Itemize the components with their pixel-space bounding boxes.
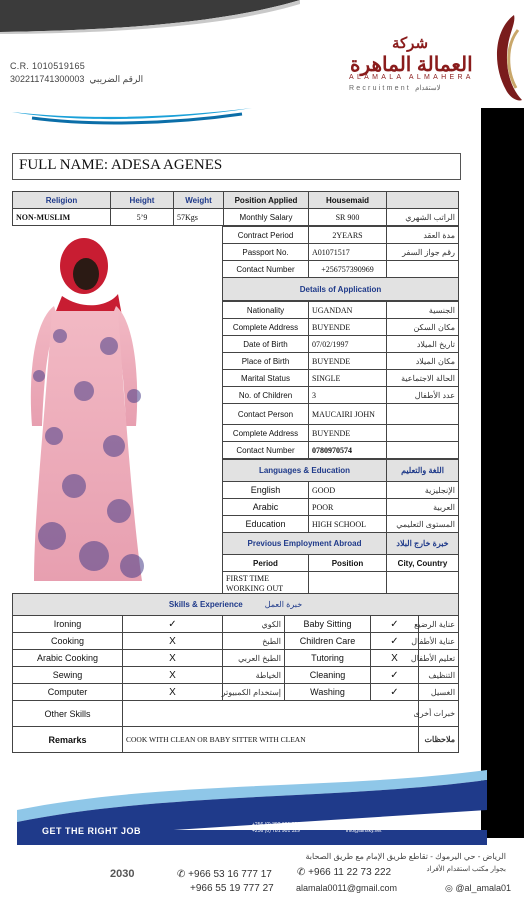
detail-label-ar: الجنسية	[387, 302, 459, 319]
footer-small-email: info@afrisky.net	[346, 828, 382, 834]
arabic-label: Arabic	[223, 499, 309, 516]
skill-label-ar: تعليم الأطفال	[419, 650, 459, 667]
footer-phone-3-text: +966 11 22 73 222	[308, 867, 392, 878]
blue-swoosh-decoration	[12, 108, 252, 126]
detail-label: Complete Address	[223, 319, 309, 336]
candidate-photo	[14, 226, 222, 591]
footer-social-handle[interactable]: @al_amala01	[455, 883, 512, 893]
employment-position-header: Position	[309, 555, 387, 572]
skill-label: Computer	[13, 684, 123, 701]
footer-address-ar: الرياض - حي اليرموك - تقاطع طريق الإمام مع طريق الصحابة	[305, 852, 506, 861]
other-skills-value	[123, 701, 419, 727]
footer-phones-small	[252, 822, 300, 834]
other-skills-row	[13, 701, 459, 727]
city-country-value	[387, 572, 459, 596]
skill-mark: ✓	[123, 616, 223, 633]
skill-label-ar: عناية الرضيع	[419, 616, 459, 633]
summary-table	[12, 191, 459, 226]
company-english-name: ALAMALA ALMAHERA	[349, 74, 474, 81]
contract-period-label: Contract Period	[223, 227, 309, 244]
detail-label: Nationality	[223, 302, 309, 319]
skill-label: Arabic Cooking	[13, 650, 123, 667]
skill-row	[13, 667, 459, 684]
detail-value: MAUCAIRI JOHN	[309, 404, 387, 425]
weight-value: 57Kgs	[174, 209, 224, 226]
detail-label: Place of Birth	[223, 353, 309, 370]
skill-label-ar: عناية الأطفال	[419, 633, 459, 650]
skill-label: Ironing	[13, 616, 123, 633]
skills-table	[12, 593, 459, 753]
skill-mark: ✓	[371, 616, 419, 633]
education-value: HIGH SCHOOL	[309, 516, 387, 533]
employment-title-ar: خبرة خارج البلاد	[387, 533, 459, 555]
vision-2030-logo: 2030	[110, 868, 135, 880]
detail-label-ar	[387, 425, 459, 442]
skills-title-ar: خبرة العمل	[264, 600, 303, 609]
detail-label-ar: الحالة الاجتماعية	[387, 370, 459, 387]
remarks-row	[13, 727, 459, 753]
footer-address-ar-2: بجوار مكتب استقدام الأفراد	[426, 866, 506, 873]
header-decoration	[0, 0, 300, 34]
salary-label-ar: الراتب الشهري	[387, 209, 459, 226]
salary-value: SR 900	[309, 209, 387, 226]
detail-label-ar	[387, 442, 459, 459]
city-country-header: City, Country	[387, 555, 459, 572]
skill-mark: ✓	[371, 667, 419, 684]
position-value: Housemaid	[309, 192, 387, 209]
arabic-value: POOR	[309, 499, 387, 516]
english-value: GOOD	[309, 482, 387, 499]
detail-value: BUYENDE	[309, 425, 387, 442]
footer-phone-3	[297, 867, 391, 878]
detail-label-ar: مكان السكن	[387, 319, 459, 336]
details-table	[222, 301, 459, 459]
skill-label-ar: التنظيف	[419, 667, 459, 684]
detail-row	[223, 442, 459, 459]
height-header: Height	[111, 192, 174, 209]
detail-row	[223, 425, 459, 442]
whatsapp-icon: ✆	[177, 869, 189, 880]
skill-label-ar: الطبخ العربي	[223, 650, 285, 667]
footer-small-address: Plot 521, Wataate Road, Kisaasi, Kyanja	[346, 822, 436, 828]
skill-label: Children Care	[285, 633, 371, 650]
detail-value: BUYENDE	[309, 319, 387, 336]
detail-label: Date of Birth	[223, 336, 309, 353]
detail-row	[223, 370, 459, 387]
employment-position-value	[309, 572, 387, 596]
skill-label-ar: إستخدام الكمبيوتر	[223, 684, 285, 701]
skill-label-ar: الغسيل	[419, 684, 459, 701]
skill-mark: X	[123, 684, 223, 701]
detail-row	[223, 302, 459, 319]
social-icon: ◎	[445, 883, 456, 893]
religion-header: Religion	[13, 192, 111, 209]
skill-mark: ✓	[371, 684, 419, 701]
contract-period-ar: مدة العقد	[387, 227, 459, 244]
skills-title	[13, 594, 459, 616]
skill-row	[13, 650, 459, 667]
english-label: English	[223, 482, 309, 499]
salary-label: Monthly Salary	[224, 209, 309, 226]
detail-label: No. of Children	[223, 387, 309, 404]
skill-row	[13, 616, 459, 633]
detail-value: UGANDAN	[309, 302, 387, 319]
full-name-box: FULL NAME: ADESA AGENES	[12, 153, 461, 180]
contact-number-label: Contact Number	[223, 261, 309, 278]
footer-address-small	[346, 822, 436, 834]
detail-value: 0780970574	[309, 442, 387, 459]
period-value: FIRST TIME WORKING OUT	[223, 572, 309, 596]
detail-row	[223, 353, 459, 370]
languages-title: Languages & Education	[223, 460, 387, 482]
weight-header: Weight	[174, 192, 224, 209]
company-tagline: Recruitment لاستقدام	[349, 85, 441, 92]
skill-label: Tutoring	[285, 650, 371, 667]
skills-title-en: Skills & Experience	[168, 600, 243, 609]
skill-mark: ✓	[371, 633, 419, 650]
languages-title-ar: اللغة والتعليم	[387, 460, 459, 482]
blank-cell	[387, 192, 459, 209]
detail-value: BUYENDE	[309, 353, 387, 370]
company-arabic-name: العمالة الماهرة	[350, 54, 473, 76]
tax-number-value: 302211741300003	[10, 74, 85, 84]
skill-mark: X	[371, 650, 419, 667]
details-title: Details of Application	[223, 278, 459, 301]
company-logo	[484, 10, 524, 105]
contract-table	[222, 226, 459, 301]
skill-row	[13, 633, 459, 650]
detail-row	[223, 387, 459, 404]
detail-value: SINGLE	[309, 370, 387, 387]
contact-number-ar	[387, 261, 459, 278]
religion-value: NON-MUSLIM	[13, 209, 111, 226]
footer-phone-1-text: +966 53 16 777 17	[188, 869, 272, 880]
skill-label-ar: الخياطة	[223, 667, 285, 684]
skill-label: Sewing	[13, 667, 123, 684]
education-ar: المستوى التعليمي	[387, 516, 459, 533]
footer-phone-2: +966 55 19 777 27	[190, 883, 274, 894]
period-header: Period	[223, 555, 309, 572]
footer-slogan: GET THE RIGHT JOB	[42, 826, 142, 836]
detail-label-ar	[387, 404, 459, 425]
scan-edge-bar	[481, 108, 524, 838]
skill-label-ar: الطبخ	[223, 633, 285, 650]
detail-label: Contact Number	[223, 442, 309, 459]
detail-row	[223, 319, 459, 336]
company-arabic-prefix: شركة	[392, 35, 429, 52]
phone-icon: ✆	[297, 867, 309, 878]
height-value: 5’9	[111, 209, 174, 226]
education-label: Education	[223, 516, 309, 533]
skill-label: Baby Sitting	[285, 616, 371, 633]
remarks-ar: ملاحظات	[419, 727, 459, 753]
remarks-label: Remarks	[13, 727, 123, 753]
detail-row	[223, 404, 459, 425]
footer-social[interactable]	[445, 883, 511, 894]
detail-label-ar: تاريخ الميلاد	[387, 336, 459, 353]
footer-email-text[interactable]: alamala0011@gmail.com	[296, 883, 398, 893]
skill-label-ar: الكوي	[223, 616, 285, 633]
tax-number	[10, 74, 143, 85]
detail-row	[223, 336, 459, 353]
detail-label: Contact Person	[223, 404, 309, 425]
detail-label-ar: مكان الميلاد	[387, 353, 459, 370]
footer-small-phone-1: +256 (0) 392 001 959	[252, 822, 300, 828]
tax-label: الرقم الضريبي	[89, 74, 144, 84]
passport-label: Passport No.	[223, 244, 309, 261]
skill-mark: X	[123, 650, 223, 667]
footer-phone-1	[177, 869, 272, 880]
skill-mark: X	[123, 667, 223, 684]
arabic-ar: العربية	[387, 499, 459, 516]
skill-mark: X	[123, 633, 223, 650]
english-ar: الإنجليزية	[387, 482, 459, 499]
languages-table	[222, 459, 459, 596]
skill-label: Cooking	[13, 633, 123, 650]
contact-number-value: +256757390969	[309, 261, 387, 278]
detail-label: Marital Status	[223, 370, 309, 387]
detail-value: 3	[309, 387, 387, 404]
position-header: Position Applied	[224, 192, 309, 209]
other-skills-label: Other Skills	[13, 701, 123, 727]
detail-value: 07/02/1997	[309, 336, 387, 353]
detail-label-ar: عدد الأطفال	[387, 387, 459, 404]
footer-email[interactable]	[296, 883, 397, 893]
detail-label: Complete Address	[223, 425, 309, 442]
remarks-value: COOK WITH CLEAN OR BABY SITTER WITH CLEAN	[123, 727, 419, 753]
footer-small-phone-2: +256 (0) 781 901 329	[252, 828, 300, 834]
passport-value: A01071517	[309, 244, 387, 261]
contract-period-value: 2YEARS	[309, 227, 387, 244]
commercial-registration: C.R. 1010519165	[10, 61, 86, 71]
skill-row	[13, 684, 459, 701]
employment-title: Previous Employment Abroad	[223, 533, 387, 555]
skill-label: Washing	[285, 684, 371, 701]
passport-ar: رقم جواز السفر	[387, 244, 459, 261]
skill-label: Cleaning	[285, 667, 371, 684]
other-skills-ar: خبرات أخرى	[419, 701, 459, 727]
